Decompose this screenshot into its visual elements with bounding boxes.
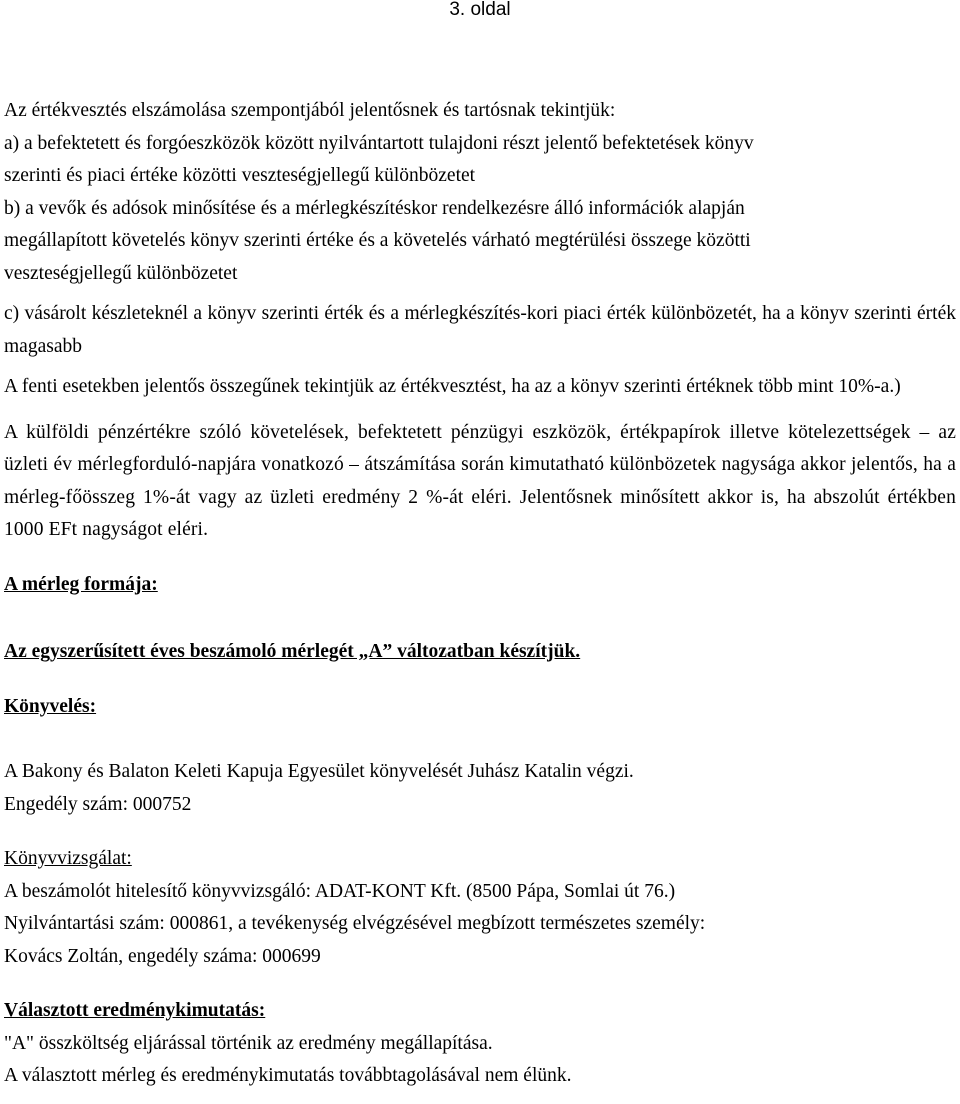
audit-line-3: Kovács Zoltán, engedély száma: 000699 — [4, 945, 321, 967]
impairment-item-c: c) vásárolt készleteknél a könyv szerinti érték és a mérlegkészítés-kori piaci érték különbözetét, ha a könyv szerinti érték magasabb — [4, 303, 956, 357]
income-statement-line-1: "A" összköltség eljárással történik az eredmény megállapítása. — [4, 1032, 493, 1054]
impairment-item-b-line1: b) a vevők és adósok minősítése és a mérlegkészítéskor rendelkezésre álló információk alapján — [4, 197, 745, 219]
impairment-intro: Az értékvesztés elszámolása szempontjából jelentősnek és tartósnak tekintjük: — [4, 100, 616, 121]
income-statement-heading: Választott eredménykimutatás: — [4, 1000, 266, 1021]
bookkeeping-text: A Bakony és Balaton Keleti Kapuja Egyesület könyvelését Juhász Katalin végzi. — [4, 761, 634, 782]
foreign-currency-paragraph: A külföldi pénzértékre szóló követelések, befektetett pénzügyi eszközök, értékpapírok illetve kötelezettségek – az üzleti év mérlegforduló-napjára vonatkozó – átszámítása során kimutatható különbözetek nagysága akkor jelentős, ha a mérleg-főösszeg 1%-át vagy az üzleti eredmény 2 %-át eléri. Jelentősnek minősített akkor is, ha abszolút értékben 1000 EFt nagyságot eléri. — [4, 421, 956, 540]
balance-form-text: Az egyszerűsített éves beszámoló mérlegét „A” változatban készítjük. — [4, 641, 581, 662]
audit-heading: Könyvvizsgálat: — [4, 848, 132, 869]
income-statement-line-2: A választott mérleg és eredménykimutatás továbbtagolásával nem élünk. — [4, 1065, 572, 1086]
impairment-item-b-line3: veszteségjellegű különbözetet — [4, 262, 238, 284]
bookkeeping-heading: Könyvelés: — [4, 695, 97, 717]
audit-line-1: A beszámolót hitelesítő könyvvizsgáló: ADAT-KONT Kft. (8500 Pápa, Somlai út 76.) — [4, 880, 676, 902]
impairment-item-a-line1: a) a befektetett és forgóeszközök között nyilvántartott tulajdoni részt jelentő befektetések könyv — [4, 132, 754, 154]
significance-paragraph: A fenti esetekben jelentős összegűnek tekintjük az értékvesztést, ha az a könyv szerinti értéknek több mint 10%-a.) — [4, 376, 901, 397]
audit-line-2: Nyilvántartási szám: 000861, a tevékenység elvégzésével megbízott természetes személy: — [4, 913, 706, 934]
license-number: Engedély szám: 000752 — [4, 793, 192, 815]
balance-form-heading: A mérleg formája: — [4, 573, 158, 595]
impairment-item-b-line2: megállapított követelés könyv szerinti értéke és a követelés várható megtérülési összege közötti — [4, 230, 751, 251]
impairment-item-a-line2: szerinti és piaci értéke közötti veszteségjellegű különbözetet — [4, 165, 476, 186]
document-body — [4, 95, 956, 1093]
page-number: 3. oldal — [449, 0, 511, 20]
